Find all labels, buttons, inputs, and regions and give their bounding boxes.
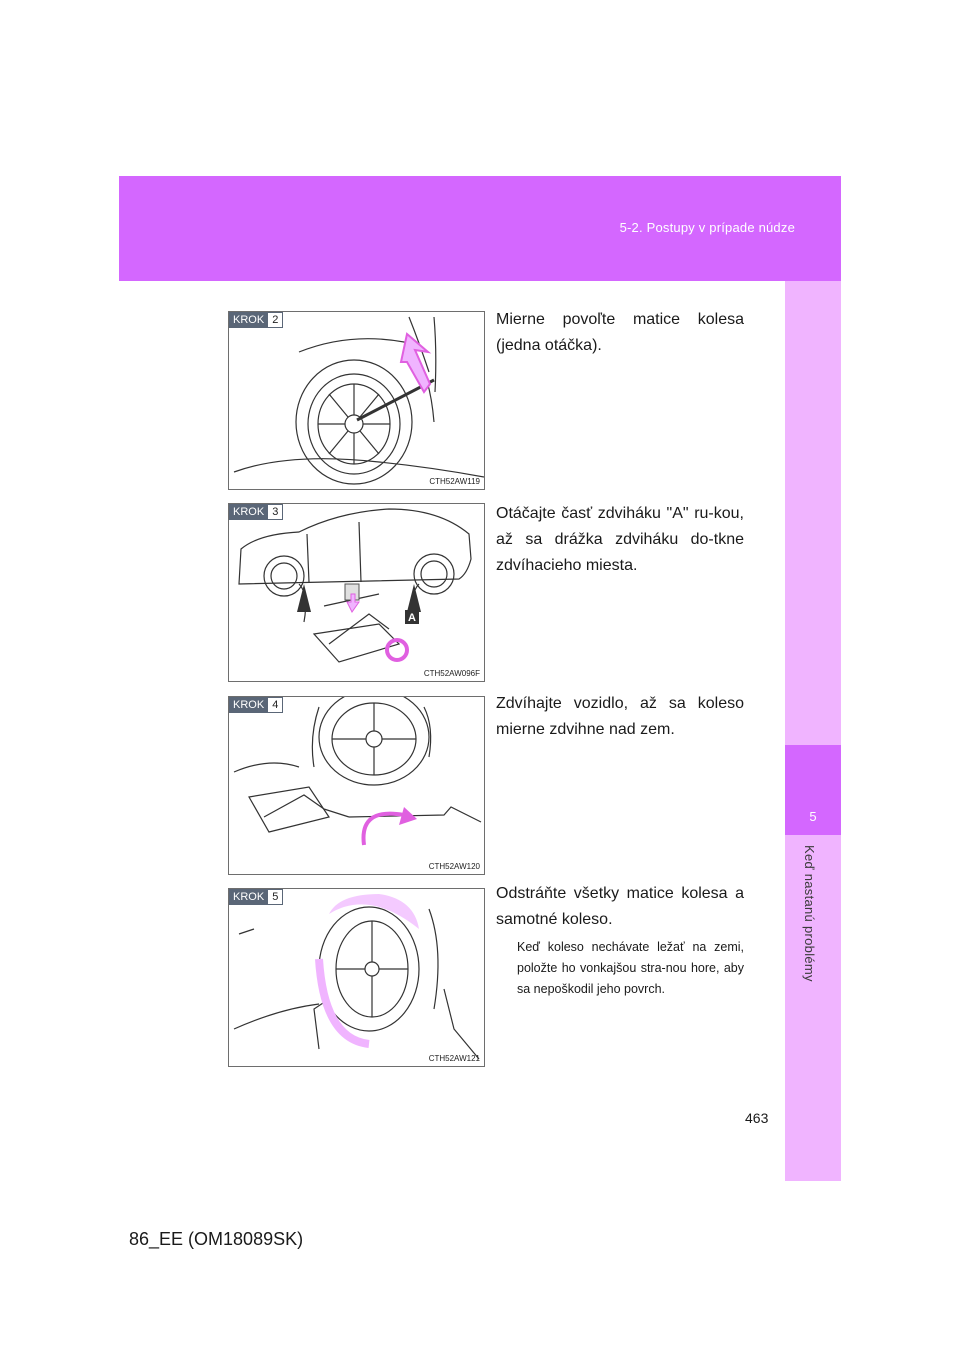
step-5-figure-code: CTH52AW121 — [428, 1054, 480, 1063]
step-5-text: Odstráňte všetky matice kolesa a samotné koleso. — [496, 885, 744, 928]
step-4-text: Zdvíhajte vozidlo, až sa koleso mierne zdvihne nad zem. — [496, 695, 744, 738]
chapter-title: Keď nastanú problémy — [802, 845, 817, 982]
wheel-wrench-illustration — [229, 312, 485, 490]
step-3-badge: KROK 3 — [229, 504, 283, 520]
lifting-vehicle-illustration — [229, 697, 485, 875]
step-4-badge: KROK 4 — [229, 697, 283, 713]
car-jack-illustration — [229, 504, 485, 682]
step-2-text: Mierne povoľte matice kolesa (jedna otáčka). — [496, 311, 744, 354]
step-2-badge: KROK 2 — [229, 312, 283, 328]
step-5-figure — [228, 888, 485, 1067]
step-3-figure — [228, 503, 485, 682]
header-band — [119, 176, 841, 281]
step-3-text: Otáčajte časť zdviháku "A" ru-kou, až sa drážka zdviháku do-tkne zdvíhacieho miesta. — [496, 505, 744, 574]
step-3-figure-code: CTH52AW096F — [423, 669, 480, 678]
step-4-figure-code: CTH52AW120 — [428, 862, 480, 871]
step-5-badge: KROK 5 — [229, 889, 283, 905]
chapter-tab[interactable] — [785, 745, 841, 835]
step-5-note: Keď koleso nechávate ležať na zemi, položte ho vonkajšou stra-nou hore, aby sa nepoškodil jeho povrch. — [517, 940, 744, 996]
remove-wheel-illustration — [229, 889, 485, 1067]
page-number: 463 — [745, 1110, 769, 1126]
step-2-figure-code: CTH52AW119 — [429, 477, 480, 486]
chapter-number: 5 — [809, 809, 817, 824]
document-code: 86_EE (OM18089SK) — [129, 1229, 304, 1249]
chapter-side-strip — [785, 281, 841, 1181]
section-title: 5-2. Postupy v prípade núdze — [619, 220, 795, 235]
step-4-figure — [228, 696, 485, 875]
step-2-figure — [228, 311, 485, 490]
jack-callout-a: A — [408, 612, 416, 624]
